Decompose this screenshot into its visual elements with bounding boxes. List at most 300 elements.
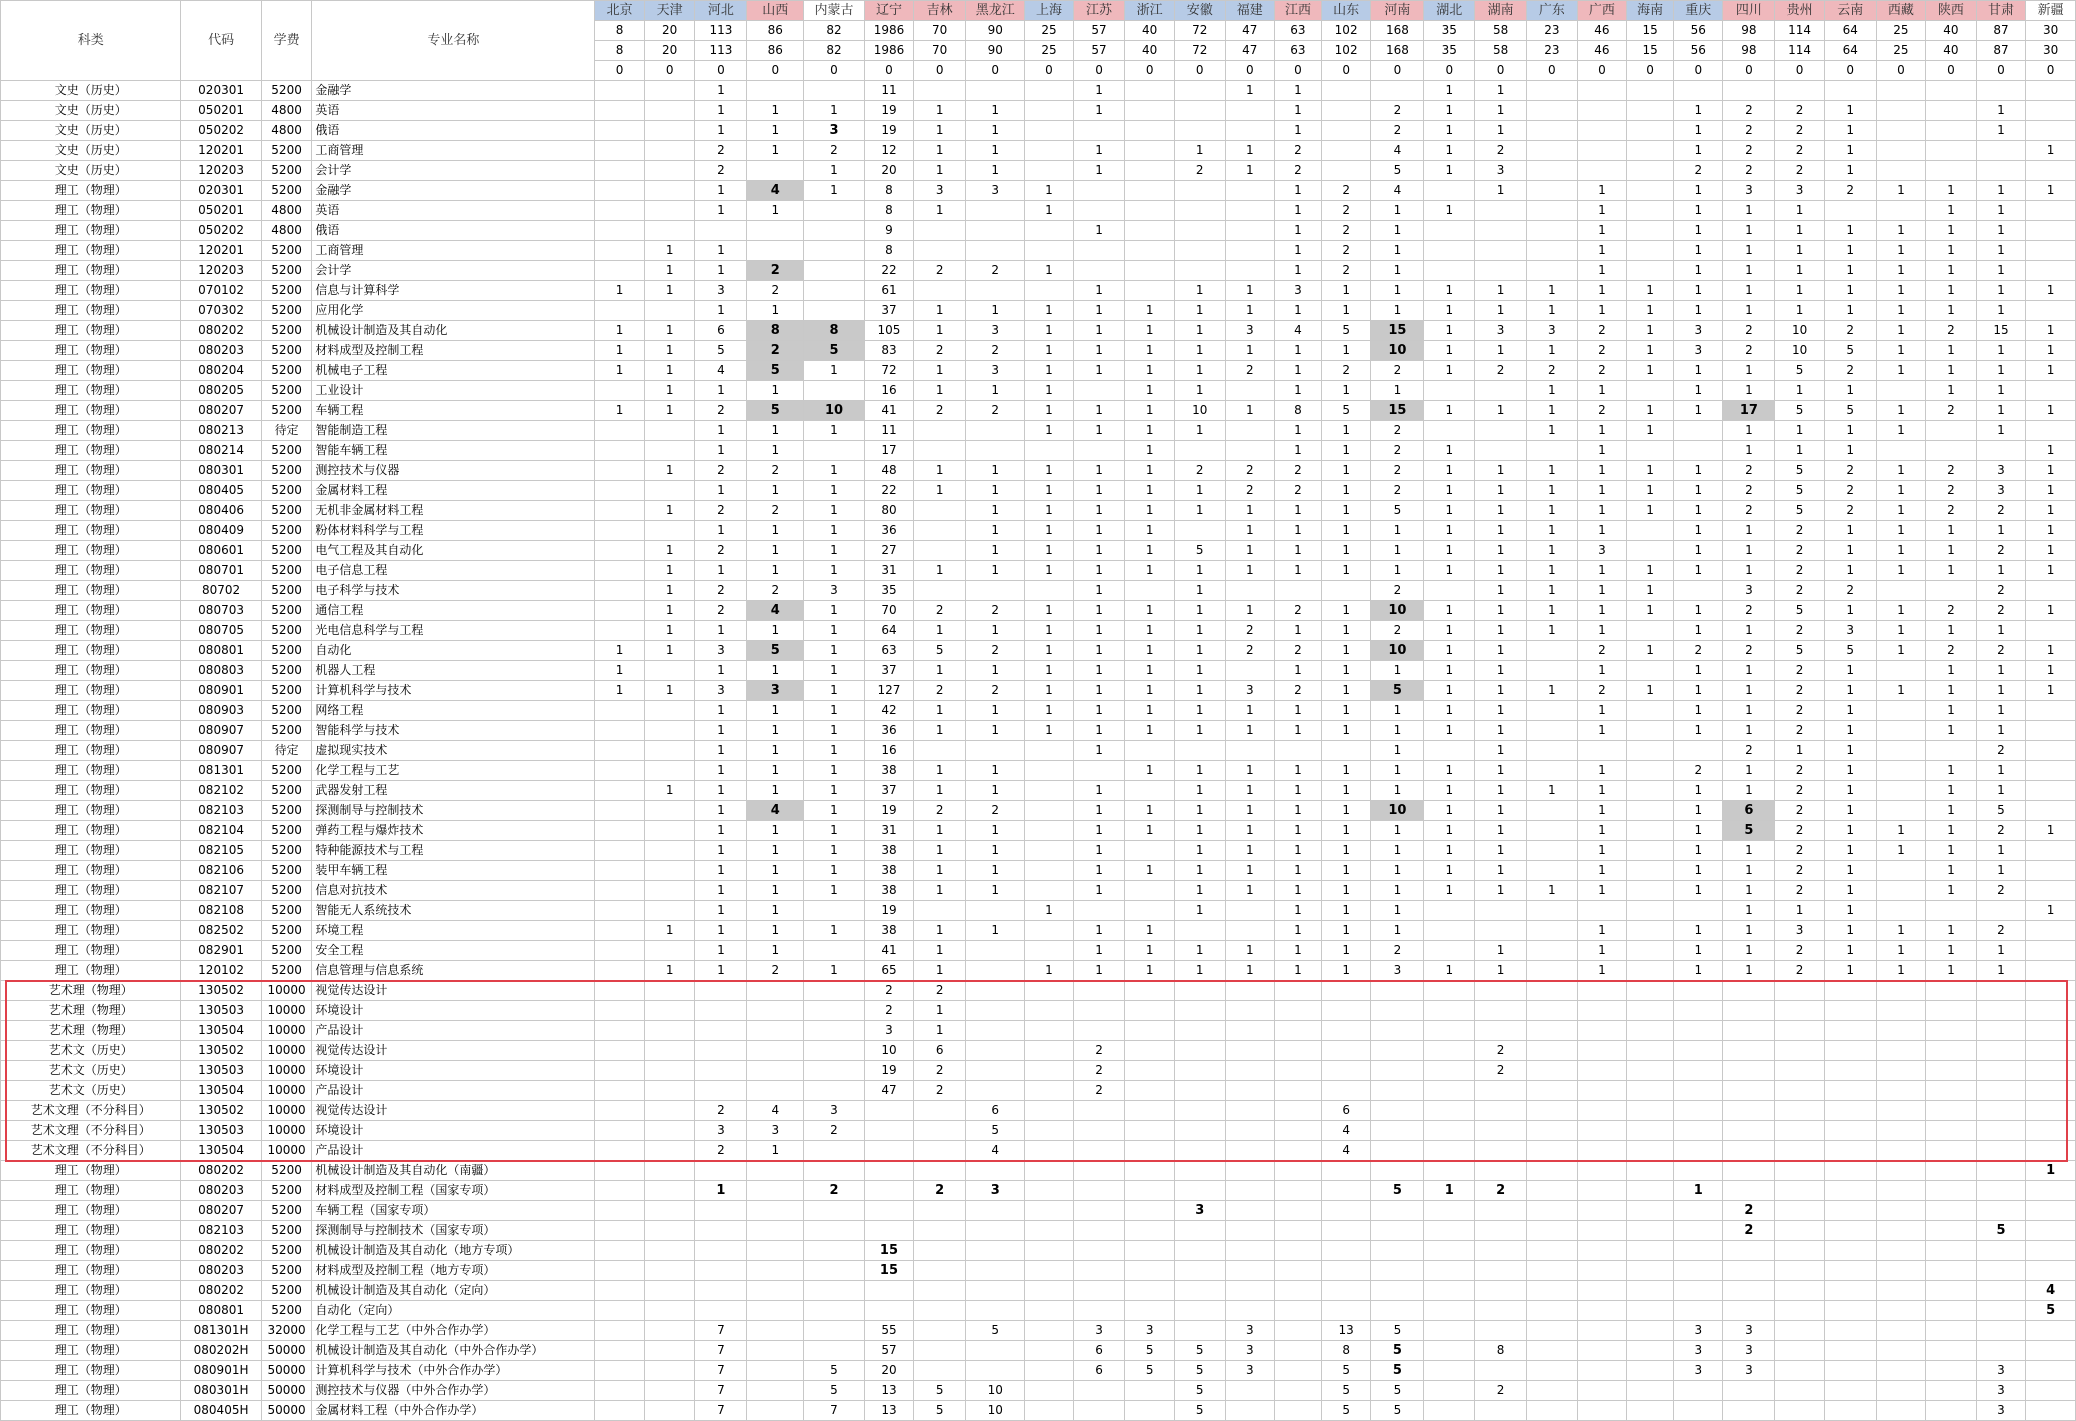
quota-cell: 1	[1527, 561, 1578, 581]
quota-cell	[1025, 1281, 1073, 1301]
quota-cell	[1174, 261, 1225, 281]
table-row	[1, 1141, 2076, 1161]
quota-cell: 1	[1225, 701, 1274, 721]
quota-cell	[644, 661, 695, 681]
cell-category: 理工（物理）	[1, 381, 181, 401]
quota-cell: 1	[1424, 81, 1475, 101]
quota-cell: 1	[1321, 521, 1370, 541]
quota-cell	[1627, 1101, 1674, 1121]
quota-cell: 1	[1926, 821, 1977, 841]
cell-code: 080901H	[181, 1361, 261, 1381]
quota-cell: 1	[1321, 541, 1370, 561]
quota-cell	[1225, 221, 1274, 241]
quota-cell: 1	[1274, 541, 1321, 561]
quota-cell	[1424, 1241, 1475, 1261]
cell-category: 理工（物理）	[1, 921, 181, 941]
quota-cell: 1	[1723, 901, 1775, 921]
table-row	[1, 1081, 2076, 1101]
quota-cell: 1	[1926, 181, 1977, 201]
cell-category: 理工（物理）	[1, 1221, 181, 1241]
quota-cell: 3	[1475, 321, 1527, 341]
quota-cell	[1025, 921, 1073, 941]
quota-cell	[695, 1001, 747, 1021]
quota-cell	[595, 481, 644, 501]
table-row	[1, 181, 2076, 201]
summary-cell: 0	[1371, 61, 1424, 81]
cell-major: 金融学	[312, 81, 595, 101]
quota-cell	[1225, 1181, 1274, 1201]
quota-cell	[644, 1041, 695, 1061]
quota-cell	[1674, 441, 1723, 461]
quota-cell: 3	[1674, 321, 1723, 341]
quota-cell	[1577, 1221, 1626, 1241]
quota-cell	[2026, 81, 2076, 101]
quota-cell: 1	[1824, 141, 1876, 161]
quota-cell: 6	[695, 321, 747, 341]
quota-cell	[1125, 261, 1174, 281]
quota-cell: 72	[864, 361, 913, 381]
quota-cell: 1	[1225, 161, 1274, 181]
quota-cell	[1723, 1281, 1775, 1301]
quota-cell	[914, 501, 966, 521]
quota-cell	[2026, 801, 2076, 821]
quota-cell: 1	[1723, 761, 1775, 781]
quota-cell: 1	[914, 961, 966, 981]
quota-cell	[1926, 1261, 1977, 1281]
cell-major: 无机非金属材料工程	[312, 501, 595, 521]
quota-cell	[695, 1281, 747, 1301]
quota-cell: 1	[747, 821, 804, 841]
province-header: 海南	[1627, 1, 1674, 21]
quota-cell: 1	[1824, 281, 1876, 301]
quota-cell: 1	[914, 201, 966, 221]
cell-major: 视觉传达设计	[312, 1101, 595, 1121]
quota-cell: 1	[1577, 821, 1626, 841]
quota-cell	[1125, 1261, 1174, 1281]
cell-fee: 10000	[261, 1101, 312, 1121]
quota-cell	[1475, 381, 1527, 401]
quota-cell	[1674, 1121, 1723, 1141]
quota-cell: 1	[1174, 861, 1225, 881]
quota-cell: 48	[864, 461, 913, 481]
quota-cell	[1125, 101, 1174, 121]
quota-cell	[1876, 101, 1925, 121]
quota-cell: 1	[1723, 201, 1775, 221]
quota-cell: 3	[864, 1021, 913, 1041]
quota-cell: 1	[1577, 421, 1626, 441]
quota-cell: 1	[644, 281, 695, 301]
quota-cell: 1	[1424, 321, 1475, 341]
quota-cell	[1073, 1381, 1125, 1401]
quota-cell: 1	[1321, 821, 1370, 841]
quota-cell: 5	[1371, 161, 1424, 181]
cell-code: 081301H	[181, 1321, 261, 1341]
quota-cell: 1	[1174, 641, 1225, 661]
table-row	[1, 261, 2076, 281]
quota-cell: 19	[864, 901, 913, 921]
quota-cell	[1527, 161, 1578, 181]
quota-cell: 2	[1475, 1381, 1527, 1401]
quota-cell	[1475, 1101, 1527, 1121]
quota-cell: 1	[1976, 121, 2025, 141]
table-row	[1, 141, 2076, 161]
quota-cell	[1527, 121, 1578, 141]
quota-cell: 1	[1475, 841, 1527, 861]
quota-cell: 1	[1674, 361, 1723, 381]
quota-cell	[644, 801, 695, 821]
cell-category: 理工（物理）	[1, 361, 181, 381]
quota-cell: 1	[1225, 301, 1274, 321]
cell-category: 理工（物理）	[1, 1361, 181, 1381]
quota-cell	[1577, 101, 1626, 121]
quota-cell	[1424, 1121, 1475, 1141]
quota-cell: 1	[1174, 801, 1225, 821]
quota-cell: 1	[1926, 661, 1977, 681]
quota-cell: 1	[1577, 461, 1626, 481]
cell-fee: 10000	[261, 1081, 312, 1101]
quota-cell	[966, 241, 1025, 261]
quota-cell: 2	[1775, 101, 1824, 121]
quota-cell: 2	[1371, 581, 1424, 601]
cell-major: 弹药工程与爆炸技术	[312, 821, 595, 841]
quota-cell: 10	[1371, 641, 1424, 661]
quota-cell: 3	[1775, 921, 1824, 941]
quota-cell	[1274, 1401, 1321, 1421]
quota-cell: 1	[1371, 921, 1424, 941]
cell-category: 理工（物理）	[1, 1261, 181, 1281]
quota-cell: 1	[1674, 521, 1723, 541]
quota-cell: 2	[804, 1121, 865, 1141]
province-header: 江西	[1274, 1, 1321, 21]
quota-cell	[966, 1241, 1025, 1261]
cell-major: 产品设计	[312, 1081, 595, 1101]
summary-cell: 113	[695, 41, 747, 61]
quota-cell: 1	[1674, 281, 1723, 301]
quota-cell: 1	[1475, 81, 1527, 101]
quota-cell	[1527, 1361, 1578, 1381]
quota-cell	[1527, 861, 1578, 881]
quota-cell	[1876, 1201, 1925, 1221]
quota-cell	[595, 581, 644, 601]
summary-cell: 1986	[864, 21, 913, 41]
quota-cell	[966, 1041, 1025, 1061]
quota-cell	[1225, 421, 1274, 441]
quota-cell: 1	[1073, 521, 1125, 541]
quota-cell: 1	[1577, 261, 1626, 281]
quota-cell: 1	[1371, 241, 1424, 261]
quota-cell: 1	[1674, 301, 1723, 321]
cell-fee: 10000	[261, 1061, 312, 1081]
cell-category: 理工（物理）	[1, 801, 181, 821]
quota-cell: 1	[1073, 841, 1125, 861]
table-row	[1, 401, 2076, 421]
quota-cell: 1	[1674, 941, 1723, 961]
quota-cell	[804, 81, 865, 101]
quota-cell: 5	[1371, 1341, 1424, 1361]
quota-cell	[1627, 801, 1674, 821]
quota-cell: 1	[1274, 721, 1321, 741]
quota-cell	[1775, 1101, 1824, 1121]
cell-major: 材料成型及控制工程（国家专项）	[312, 1181, 595, 1201]
quota-cell	[804, 241, 865, 261]
cell-code: 080701	[181, 561, 261, 581]
quota-cell	[1876, 1021, 1925, 1041]
quota-cell	[695, 1021, 747, 1041]
quota-cell: 2	[1073, 1061, 1125, 1081]
quota-cell	[1025, 981, 1073, 1001]
quota-cell: 1	[1321, 381, 1370, 401]
quota-cell: 1	[644, 381, 695, 401]
quota-cell	[1025, 1021, 1073, 1041]
cell-fee: 5200	[261, 261, 312, 281]
quota-cell: 2	[966, 801, 1025, 821]
quota-cell	[1025, 1001, 1073, 1021]
quota-cell: 1	[804, 461, 865, 481]
quota-cell	[804, 281, 865, 301]
cell-major: 会计学	[312, 261, 595, 281]
quota-cell: 1	[1577, 921, 1626, 941]
quota-cell	[1274, 581, 1321, 601]
quota-cell: 1	[1577, 381, 1626, 401]
quota-cell: 1	[1824, 801, 1876, 821]
quota-cell: 1	[2026, 521, 2076, 541]
quota-cell	[1321, 1041, 1370, 1061]
quota-cell	[1424, 221, 1475, 241]
quota-cell	[1527, 921, 1578, 941]
quota-cell: 1	[1824, 661, 1876, 681]
summary-cell: 90	[966, 41, 1025, 61]
quota-cell: 1	[1174, 701, 1225, 721]
quota-cell: 5	[1321, 1381, 1370, 1401]
quota-cell	[1926, 441, 1977, 461]
quota-cell: 1	[1073, 861, 1125, 881]
table-row	[1, 161, 2076, 181]
quota-cell: 1	[644, 961, 695, 981]
quota-cell	[1174, 101, 1225, 121]
quota-cell: 1	[1723, 521, 1775, 541]
summary-cell: 87	[1976, 41, 2025, 61]
quota-cell	[595, 1141, 644, 1161]
quota-cell	[966, 1281, 1025, 1301]
quota-cell: 15	[1371, 321, 1424, 341]
quota-cell: 7	[695, 1401, 747, 1421]
quota-cell: 5	[1321, 401, 1370, 421]
quota-cell: 1	[1371, 521, 1424, 541]
quota-cell: 1	[966, 661, 1025, 681]
quota-cell: 1	[1775, 201, 1824, 221]
quota-cell	[595, 81, 644, 101]
quota-cell: 1	[804, 161, 865, 181]
cell-major: 测控技术与仪器（中外合作办学）	[312, 1381, 595, 1401]
quota-cell: 1	[966, 781, 1025, 801]
summary-cell: 0	[1073, 61, 1125, 81]
quota-cell	[804, 1241, 865, 1261]
quota-cell	[1527, 201, 1578, 221]
quota-cell: 1	[1926, 621, 1977, 641]
quota-cell: 1	[2026, 561, 2076, 581]
quota-cell	[1125, 1061, 1174, 1081]
quota-cell	[2026, 1141, 2076, 1161]
quota-cell: 1	[1321, 961, 1370, 981]
quota-cell: 38	[864, 841, 913, 861]
quota-cell	[1926, 1161, 1977, 1181]
quota-cell: 2	[1174, 461, 1225, 481]
quota-cell	[1073, 1241, 1125, 1261]
cell-category: 理工（物理）	[1, 421, 181, 441]
quota-cell: 2	[1775, 801, 1824, 821]
quota-cell: 15	[864, 1261, 913, 1281]
quota-cell	[595, 301, 644, 321]
quota-cell: 42	[864, 701, 913, 721]
quota-cell	[1775, 1081, 1824, 1101]
quota-cell: 2	[1976, 601, 2025, 621]
quota-cell: 10	[1174, 401, 1225, 421]
quota-cell: 1	[1371, 701, 1424, 721]
quota-cell: 38	[864, 921, 913, 941]
quota-cell	[644, 421, 695, 441]
quota-cell: 2	[804, 1181, 865, 1201]
province-header: 四川	[1723, 1, 1775, 21]
quota-cell: 1	[1976, 341, 2025, 361]
quota-cell: 1	[1073, 961, 1125, 981]
quota-cell: 1	[1424, 621, 1475, 641]
quota-cell	[1674, 1261, 1723, 1281]
quota-cell: 2	[1824, 501, 1876, 521]
cell-code: 082107	[181, 881, 261, 901]
cell-category: 理工（物理）	[1, 681, 181, 701]
cell-code: 080903	[181, 701, 261, 721]
quota-cell: 1	[1577, 701, 1626, 721]
quota-cell: 1	[1674, 561, 1723, 581]
quota-cell	[1527, 261, 1578, 281]
quota-cell	[1371, 1141, 1424, 1161]
quota-cell: 1	[1824, 241, 1876, 261]
quota-cell: 1	[1577, 501, 1626, 521]
quota-cell: 1	[1527, 621, 1578, 641]
quota-cell	[1225, 661, 1274, 681]
quota-cell	[1125, 161, 1174, 181]
quota-cell	[1475, 1001, 1527, 1021]
table-row	[1, 721, 2076, 741]
quota-cell	[1424, 1141, 1475, 1161]
quota-cell	[747, 1181, 804, 1201]
cell-code: 082108	[181, 901, 261, 921]
quota-cell	[1225, 441, 1274, 461]
cell-major: 信息对抗技术	[312, 881, 595, 901]
quota-cell: 1	[914, 881, 966, 901]
quota-cell: 1	[1025, 961, 1073, 981]
quota-cell	[1225, 101, 1274, 121]
cell-major: 机械电子工程	[312, 361, 595, 381]
quota-cell: 20	[864, 1361, 913, 1381]
cell-fee: 5200	[261, 821, 312, 841]
quota-cell: 1	[1225, 721, 1274, 741]
quota-cell: 1	[695, 121, 747, 141]
quota-cell	[1876, 1101, 1925, 1121]
quota-cell	[1627, 1061, 1674, 1081]
quota-cell	[966, 1081, 1025, 1101]
cell-category: 艺术文理（不分科目）	[1, 1141, 181, 1161]
quota-cell: 4	[695, 361, 747, 381]
quota-cell	[1475, 1081, 1527, 1101]
quota-cell	[1627, 1361, 1674, 1381]
quota-cell: 1	[914, 821, 966, 841]
quota-cell: 1	[1723, 841, 1775, 861]
table-row	[1, 541, 2076, 561]
quota-cell	[1371, 981, 1424, 1001]
quota-cell	[695, 1301, 747, 1321]
cell-code: 050201	[181, 101, 261, 121]
quota-cell	[1371, 81, 1424, 101]
province-header: 山东	[1321, 1, 1370, 21]
quota-cell: 17	[1723, 401, 1775, 421]
quota-cell: 1	[695, 421, 747, 441]
quota-cell: 1	[1577, 581, 1626, 601]
quota-cell	[595, 441, 644, 461]
quota-cell: 2	[1475, 1061, 1527, 1081]
table-row	[1, 461, 2076, 481]
summary-cell: 46	[1577, 41, 1626, 61]
cell-code: 120201	[181, 241, 261, 261]
quota-cell	[864, 1141, 913, 1161]
quota-cell	[1424, 1041, 1475, 1061]
quota-cell	[1371, 1201, 1424, 1221]
quota-cell: 1	[1926, 381, 1977, 401]
quota-cell	[804, 381, 865, 401]
quota-cell: 1	[1321, 601, 1370, 621]
quota-cell: 5	[966, 1321, 1025, 1341]
quota-cell: 1	[914, 361, 966, 381]
quota-cell	[1627, 1381, 1674, 1401]
cell-category: 理工（物理）	[1, 861, 181, 881]
table-row	[1, 1161, 2076, 1181]
quota-cell	[1073, 981, 1125, 1001]
quota-cell: 3	[1475, 161, 1527, 181]
quota-cell: 1	[747, 101, 804, 121]
quota-cell	[1321, 981, 1370, 1001]
quota-cell	[1876, 1341, 1925, 1361]
quota-cell: 19	[864, 1061, 913, 1081]
quota-cell	[1125, 1381, 1174, 1401]
quota-cell: 5	[1976, 1221, 2025, 1241]
quota-cell	[1976, 1301, 2025, 1321]
quota-cell	[1627, 261, 1674, 281]
quota-cell: 1	[1225, 141, 1274, 161]
quota-cell: 1	[1174, 941, 1225, 961]
quota-cell	[1125, 1281, 1174, 1301]
quota-cell: 1	[966, 921, 1025, 941]
quota-cell: 6	[1321, 1101, 1370, 1121]
quota-cell: 1	[1527, 781, 1578, 801]
table-row	[1, 421, 2076, 441]
cell-major: 机械设计制造及其自动化（中外合作办学）	[312, 1341, 595, 1361]
quota-cell: 2	[1321, 221, 1370, 241]
quota-cell	[1174, 1001, 1225, 1021]
quota-cell	[644, 721, 695, 741]
quota-cell	[1424, 1061, 1475, 1081]
quota-cell: 1	[914, 481, 966, 501]
quota-cell	[2026, 241, 2076, 261]
quota-cell	[595, 1381, 644, 1401]
quota-cell	[1424, 1381, 1475, 1401]
quota-cell: 1	[1371, 201, 1424, 221]
quota-cell: 2	[1926, 401, 1977, 421]
quota-cell	[644, 881, 695, 901]
quota-cell	[1073, 1141, 1125, 1161]
quota-cell: 7	[804, 1401, 865, 1421]
quota-cell: 1	[1926, 801, 1977, 821]
quota-cell: 1	[2026, 141, 2076, 161]
